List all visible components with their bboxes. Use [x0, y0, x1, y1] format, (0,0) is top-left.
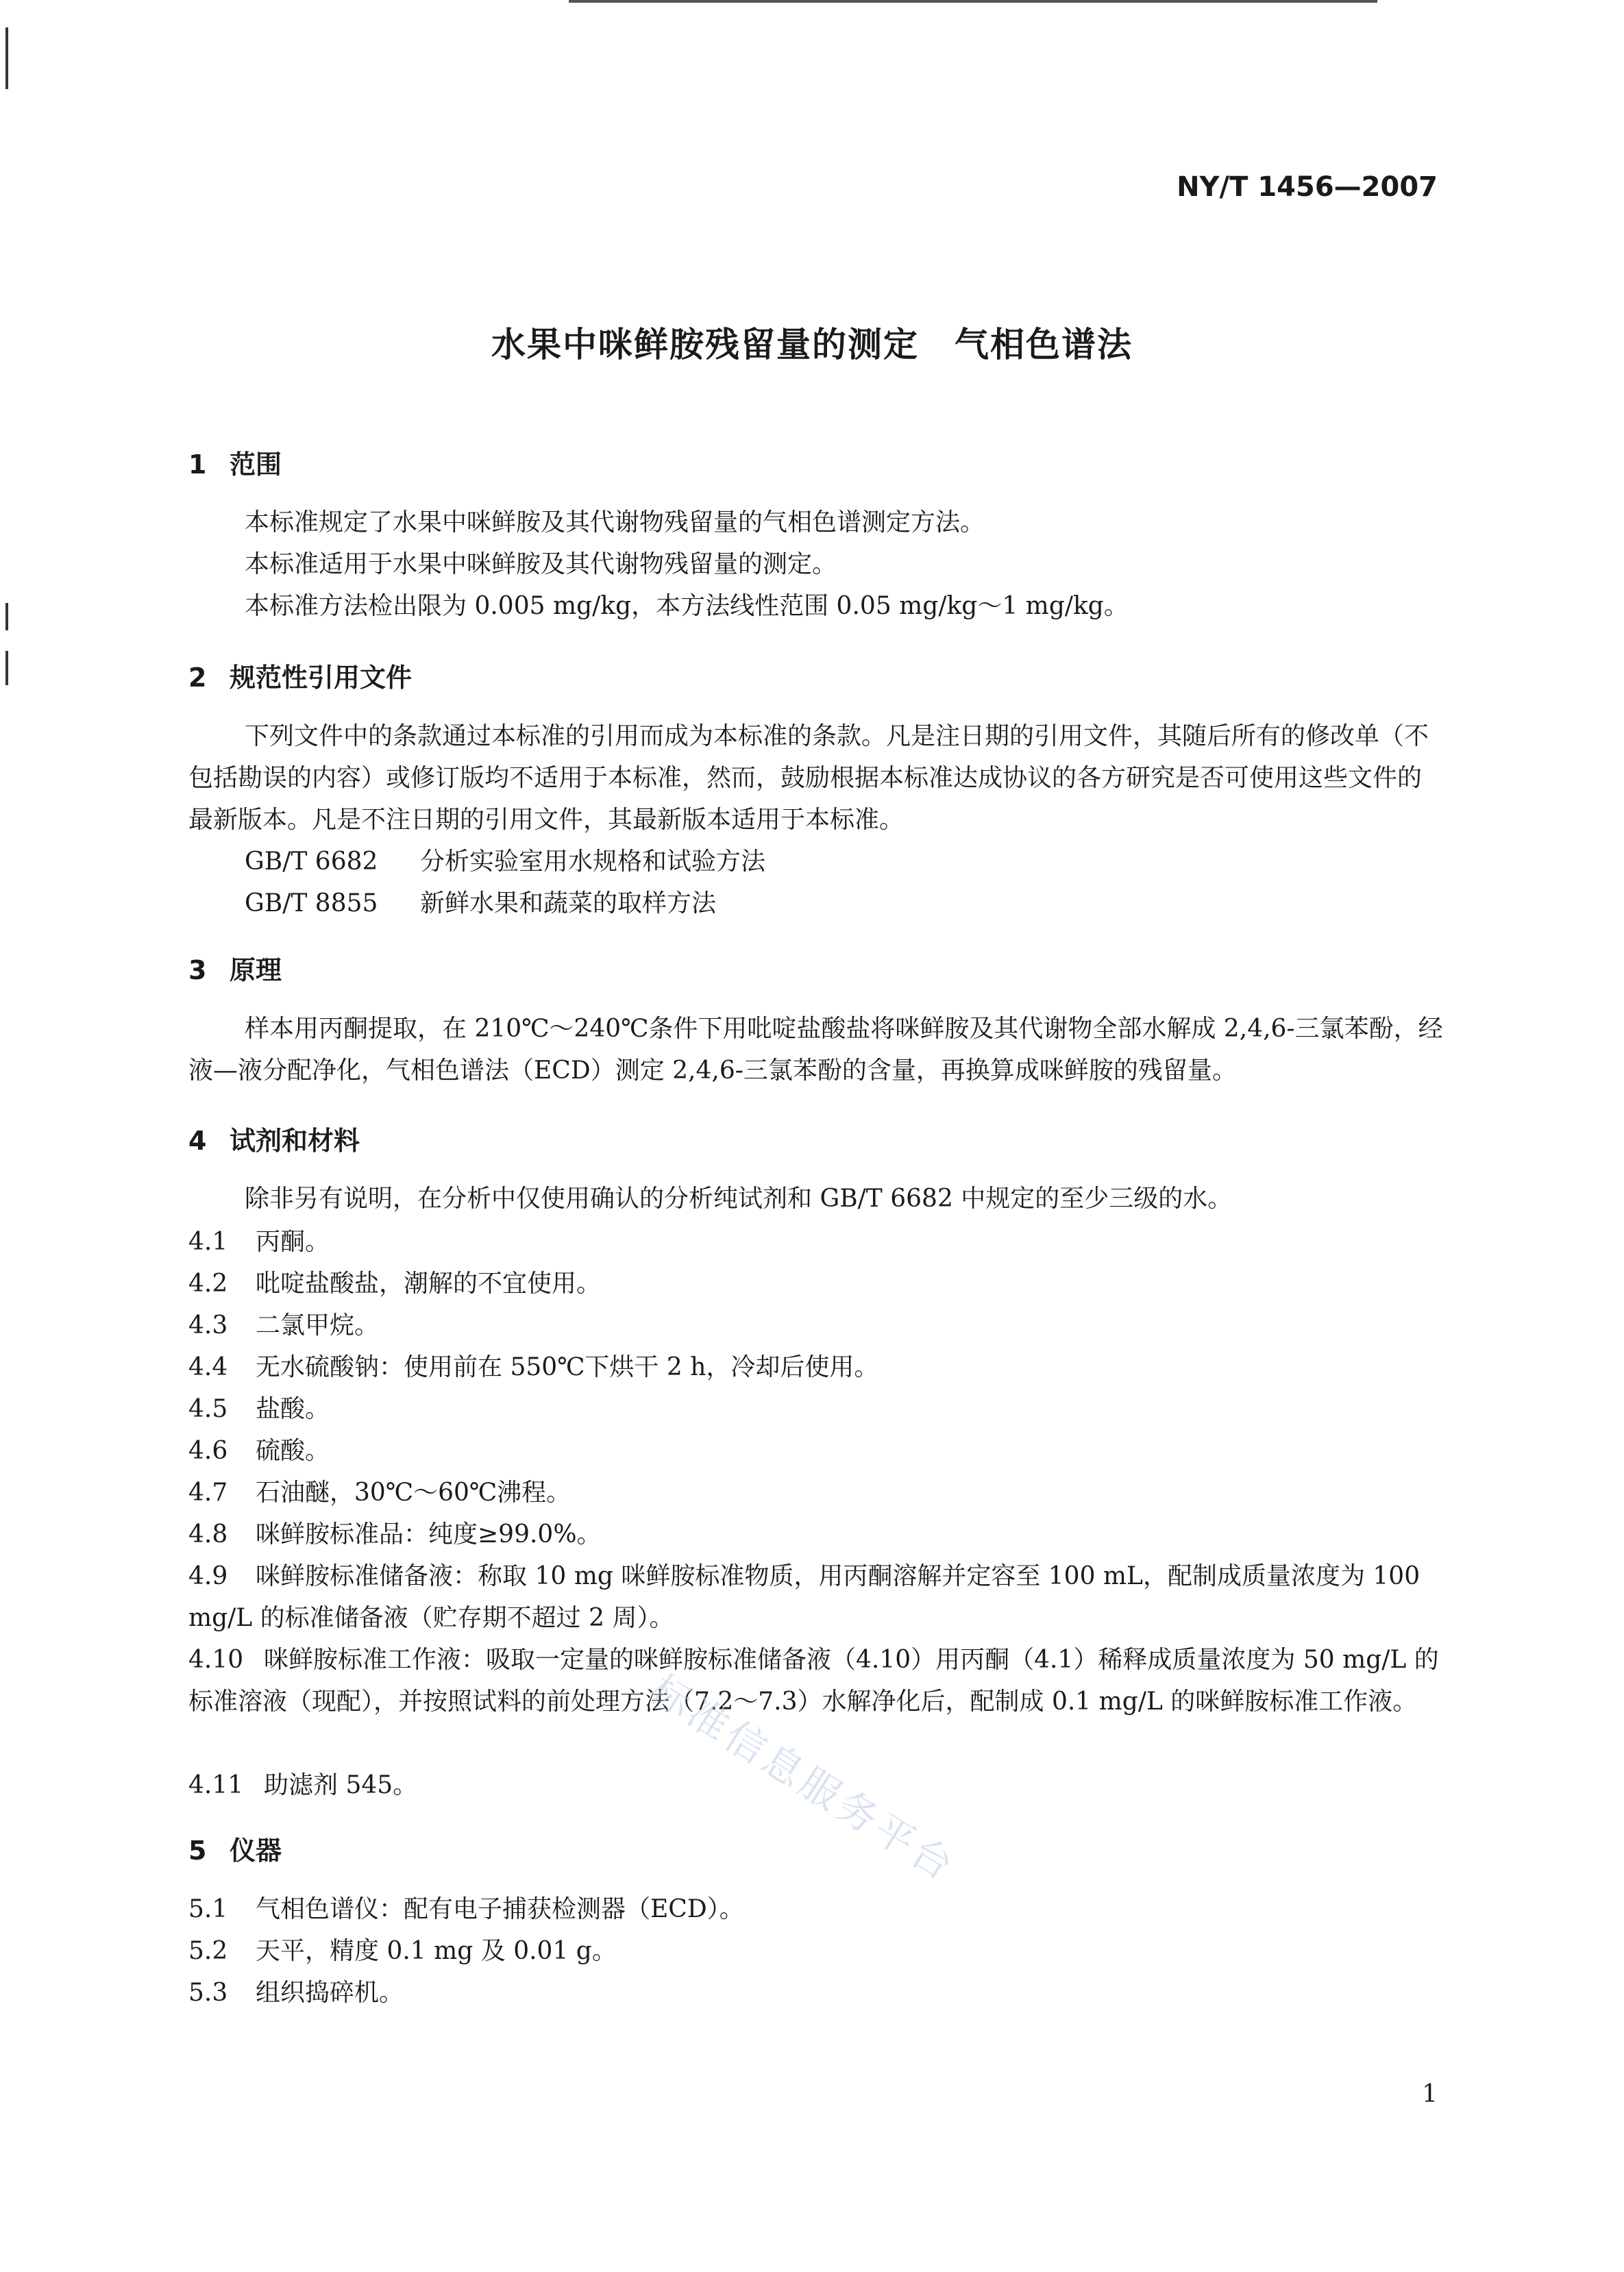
- paragraph: 除非另有说明，在分析中仅使用确认的分析纯试剂和 GB/T 6682 中规定的至少三级的水。: [245, 1185, 1233, 1213]
- item-text: 吡啶盐酸盐，潮解的不宜使用。: [256, 1270, 602, 1298]
- item-number: 4.5: [188, 1395, 228, 1423]
- item-number: 4.4: [188, 1353, 228, 1381]
- item-number: 5.3: [188, 1979, 228, 2007]
- section-number: 1: [188, 449, 207, 480]
- item-text: 组织捣碎机。: [256, 1979, 404, 2007]
- list-item: [188, 1305, 1444, 1346]
- item-text: 二氯甲烷。: [256, 1311, 380, 1339]
- list-item: [188, 1263, 1444, 1305]
- list-item: [188, 1388, 1444, 1430]
- item-number: 4.2: [188, 1270, 228, 1298]
- reference-code: GB/T 8855: [245, 889, 378, 917]
- binding-mark: [5, 603, 8, 630]
- paragraph: 本标准适用于水果中咪鲜胺及其代谢物残留量的测定。: [245, 550, 837, 578]
- item-text: 咪鲜胺标准储备液：称取 10 mg 咪鲜胺标准物质，用丙酮溶解并定容至 100 mL，配制成质量浓度为 100 mg/L 的标准储备液（贮存期不超过 2 周）。: [188, 1562, 1420, 1632]
- item-text: 助滤剂 545。: [264, 1771, 418, 1799]
- section-4-heading: [188, 1120, 360, 1157]
- section-number: 2: [188, 663, 207, 693]
- reference-item: [245, 882, 716, 924]
- item-text: 咪鲜胺标准工作液：吸取一定量的咪鲜胺标准储备液（4.10）用丙酮（4.1）稀释成质量浓度为 50 mg/L 的标准溶液（现配），并按照试料的前处理方法（7.2～7.3）水解净化后，配制成 0.1 mg/L 的咪鲜胺标准工作液。: [188, 1646, 1439, 1716]
- list-item: [188, 1888, 1444, 1930]
- list-item: [188, 1346, 1444, 1388]
- section-title: 仪器: [230, 1836, 282, 1866]
- list-item: [188, 1930, 1444, 1972]
- reference-code: GB/T 6682: [245, 848, 378, 876]
- item-number: 4.10: [188, 1646, 244, 1674]
- list-item: [188, 1639, 1444, 1722]
- list-item: [188, 1472, 1444, 1514]
- section-2-heading: [188, 656, 412, 694]
- paragraph: 本标准规定了水果中咪鲜胺及其代谢物残留量的气相色谱测定方法。: [245, 508, 985, 536]
- item-number: 4.11: [188, 1771, 244, 1799]
- item-number: 4.7: [188, 1479, 228, 1507]
- binding-mark: [5, 27, 8, 89]
- item-text: 丙酮。: [256, 1228, 330, 1256]
- item-text: 天平，精度 0.1 mg 及 0.01 g。: [256, 1937, 617, 1965]
- item-number: 5.2: [188, 1937, 228, 1965]
- standard-number: NY/T 1456—2007: [1177, 171, 1438, 203]
- section-number: 3: [188, 955, 207, 985]
- item-number: 4.9: [188, 1562, 228, 1590]
- list-item: [188, 1514, 1444, 1555]
- list-item: [188, 1555, 1444, 1639]
- section-1-heading: [188, 443, 282, 481]
- section-title: 规范性引用文件: [230, 663, 413, 693]
- item-text: 咪鲜胺标准品：纯度≥99.0%。: [256, 1520, 602, 1548]
- top-scan-rule: [569, 0, 1377, 3]
- item-number: 4.6: [188, 1437, 228, 1465]
- page-title: 水果中咪鲜胺残留量的测定 气相色谱法: [491, 325, 1133, 365]
- item-text: 无水硫酸钠：使用前在 550℃下烘干 2 h，冷却后使用。: [256, 1353, 879, 1381]
- item-text: 石油醚，30℃～60℃沸程。: [256, 1479, 571, 1507]
- item-text: 盐酸。: [256, 1395, 330, 1423]
- section-5-heading: [188, 1829, 282, 1867]
- section-title: 范围: [230, 449, 282, 480]
- item-text: 硫酸。: [256, 1437, 330, 1465]
- binding-mark: [5, 651, 8, 685]
- list-item: [188, 1221, 1444, 1263]
- reference-item: [245, 841, 765, 882]
- section-title: 试剂和材料: [230, 1126, 360, 1156]
- watermark: 标准信息服务平台: [642, 1666, 965, 1892]
- section-title: 原理: [230, 955, 282, 985]
- section-number: 4: [188, 1126, 207, 1156]
- item-number: 4.3: [188, 1311, 228, 1339]
- item-text: 气相色谱仪：配有电子捕获检测器（ECD）。: [256, 1895, 744, 1923]
- item-number: 5.1: [188, 1895, 228, 1923]
- reference-title: 新鲜水果和蔬菜的取样方法: [420, 889, 717, 917]
- page-number: 1: [1422, 2080, 1438, 2108]
- list-item: [188, 1430, 1444, 1472]
- list-item: [188, 1972, 1444, 2014]
- item-number: 4.8: [188, 1520, 228, 1548]
- section-number: 5: [188, 1836, 207, 1866]
- paragraph: 下列文件中的条款通过本标准的引用而成为本标准的条款。凡是注日期的引用文件，其随后所有的修改单（不包括勘误的内容）或修订版均不适用于本标准，然而，鼓励根据本标准达成协议的各方研究是否可使用这些文件的最新版本。凡是不注日期的引用文件，其最新版本适用于本标准。: [188, 722, 1429, 834]
- reference-title: 分析实验室用水规格和试验方法: [420, 848, 766, 876]
- paragraph: 本标准方法检出限为 0.005 mg/kg，本方法线性范围 0.05 mg/kg～1 mg/kg。: [245, 592, 1129, 620]
- section-3-heading: [188, 949, 282, 987]
- paragraph: 样本用丙酮提取，在 210℃～240℃条件下用吡啶盐酸盐将咪鲜胺及其代谢物全部水解成 2,4,6-三氯苯酚，经液—液分配净化，气相色谱法（ECD）测定 2,4,6-三氯苯酚的含量，再换算成咪鲜胺的残留量。: [188, 1015, 1443, 1085]
- item-number: 4.1: [188, 1228, 228, 1256]
